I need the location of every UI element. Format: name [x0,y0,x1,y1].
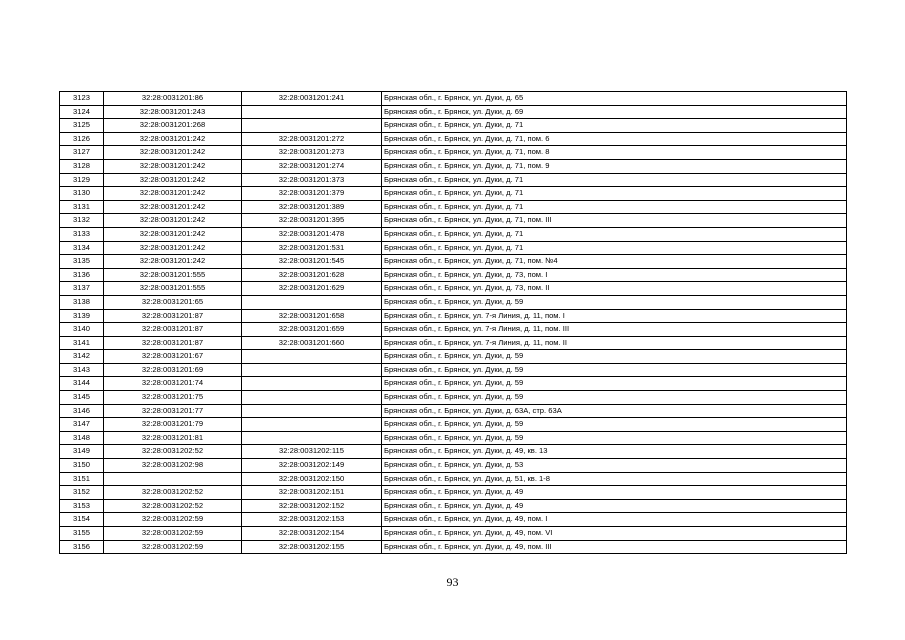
object-cadastral-number-cell [242,431,382,445]
page-number: 93 [446,575,459,589]
land-cadastral-number-cell: 32:28:0031201:268 [104,119,242,133]
table-row [60,499,847,513]
row-number-cell: 3145 [60,391,104,405]
table-row [60,187,847,201]
table-row [60,200,847,214]
object-cadastral-number-cell: 32:28:0031201:389 [242,200,382,214]
row-number-cell: 3134 [60,241,104,255]
land-cadastral-number-cell: 32:28:0031201:243 [104,105,242,119]
address-cell: Брянская обл., г. Брянск, ул. Дуки, д. 49 [382,486,847,500]
land-cadastral-number-cell: 32:28:0031201:242 [104,227,242,241]
land-cadastral-number-cell: 32:28:0031201:87 [104,336,242,350]
address-cell: Брянская обл., г. Брянск, ул. Дуки, д. 59 [382,391,847,405]
table-row [60,159,847,173]
table-row [60,282,847,296]
object-cadastral-number-cell [242,391,382,405]
row-number-cell: 3150 [60,459,104,473]
address-cell: Брянская обл., г. Брянск, ул. Дуки, д. 69 [382,105,847,119]
land-cadastral-number-cell: 32:28:0031201:242 [104,132,242,146]
object-cadastral-number-cell: 32:28:0031201:373 [242,173,382,187]
row-number-cell: 3135 [60,255,104,269]
address-cell: Брянская обл., г. Брянск, ул. Дуки, д. 73, пом. II [382,282,847,296]
address-cell: Брянская обл., г. Брянск, ул. Дуки, д. 49, пом. I [382,513,847,527]
object-cadastral-number-cell: 32:28:0031202:149 [242,459,382,473]
row-number-cell: 3148 [60,431,104,445]
address-cell: Брянская обл., г. Брянск, ул. 7-я Линия, д. 11, пом. III [382,323,847,337]
address-cell: Брянская обл., г. Брянск, ул. Дуки, д. 59 [382,350,847,364]
table-row [60,295,847,309]
address-cell: Брянская обл., г. Брянск, ул. Дуки, д. 51, кв. 1-8 [382,472,847,486]
registry-table-body [60,92,847,554]
row-number-cell: 3139 [60,309,104,323]
land-cadastral-number-cell: 32:28:0031201:69 [104,363,242,377]
row-number-cell: 3130 [60,187,104,201]
row-number-cell: 3123 [60,92,104,106]
address-cell: Брянская обл., г. Брянск, ул. Дуки, д. 71 [382,241,847,255]
object-cadastral-number-cell [242,363,382,377]
row-number-cell: 3137 [60,282,104,296]
row-number-cell: 3155 [60,527,104,541]
row-number-cell: 3132 [60,214,104,228]
land-cadastral-number-cell: 32:28:0031201:77 [104,404,242,418]
row-number-cell: 3147 [60,418,104,432]
object-cadastral-number-cell [242,404,382,418]
table-row [60,241,847,255]
address-cell: Брянская обл., г. Брянск, ул. Дуки, д. 49, кв. 13 [382,445,847,459]
row-number-cell: 3129 [60,173,104,187]
address-cell: Брянская обл., г. Брянск, ул. Дуки, д. 53 [382,459,847,473]
address-cell: Брянская обл., г. Брянск, ул. Дуки, д. 63А, стр. 63А [382,404,847,418]
object-cadastral-number-cell: 32:28:0031202:151 [242,486,382,500]
table-row [60,255,847,269]
row-number-cell: 3133 [60,227,104,241]
row-number-cell: 3125 [60,119,104,133]
table-row [60,486,847,500]
land-cadastral-number-cell: 32:28:0031202:59 [104,527,242,541]
object-cadastral-number-cell [242,105,382,119]
address-cell: Брянская обл., г. Брянск, ул. Дуки, д. 49, пом. VI [382,527,847,541]
table-row [60,391,847,405]
table-row [60,459,847,473]
land-cadastral-number-cell: 32:28:0031201:67 [104,350,242,364]
address-cell: Брянская обл., г. Брянск, ул. Дуки, д. 71, пом. 9 [382,159,847,173]
land-cadastral-number-cell: 32:28:0031202:52 [104,445,242,459]
object-cadastral-number-cell: 32:28:0031202:115 [242,445,382,459]
object-cadastral-number-cell: 32:28:0031201:241 [242,92,382,106]
object-cadastral-number-cell: 32:28:0031201:478 [242,227,382,241]
address-cell: Брянская обл., г. Брянск, ул. Дуки, д. 59 [382,418,847,432]
object-cadastral-number-cell: 32:28:0031202:155 [242,540,382,554]
address-cell: Брянская обл., г. Брянск, ул. Дуки, д. 71, пом. 8 [382,146,847,160]
land-cadastral-number-cell: 32:28:0031201:81 [104,431,242,445]
land-cadastral-number-cell: 32:28:0031201:75 [104,391,242,405]
land-cadastral-number-cell: 32:28:0031201:242 [104,187,242,201]
row-number-cell: 3127 [60,146,104,160]
row-number-cell: 3138 [60,295,104,309]
object-cadastral-number-cell: 32:28:0031201:658 [242,309,382,323]
row-number-cell: 3141 [60,336,104,350]
table-row [60,445,847,459]
land-cadastral-number-cell: 32:28:0031201:242 [104,241,242,255]
address-cell: Брянская обл., г. Брянск, ул. Дуки, д. 65 [382,92,847,106]
table-row [60,132,847,146]
object-cadastral-number-cell: 32:28:0031201:629 [242,282,382,296]
table-row [60,363,847,377]
land-cadastral-number-cell: 32:28:0031201:79 [104,418,242,432]
address-cell: Брянская обл., г. Брянск, ул. Дуки, д. 71 [382,119,847,133]
land-cadastral-number-cell: 32:28:0031201:555 [104,282,242,296]
object-cadastral-number-cell: 32:28:0031201:628 [242,268,382,282]
table-row [60,377,847,391]
land-cadastral-number-cell: 32:28:0031201:242 [104,159,242,173]
address-cell: Брянская обл., г. Брянск, ул. Дуки, д. 71 [382,227,847,241]
table-row [60,350,847,364]
row-number-cell: 3131 [60,200,104,214]
row-number-cell: 3146 [60,404,104,418]
object-cadastral-number-cell [242,418,382,432]
table-row [60,214,847,228]
table-row [60,146,847,160]
address-cell: Брянская обл., г. Брянск, ул. Дуки, д. 49 [382,499,847,513]
table-row [60,92,847,106]
object-cadastral-number-cell [242,119,382,133]
address-cell: Брянская обл., г. Брянск, ул. Дуки, д. 73, пом. I [382,268,847,282]
land-cadastral-number-cell: 32:28:0031202:59 [104,540,242,554]
row-number-cell: 3126 [60,132,104,146]
address-cell: Брянская обл., г. Брянск, ул. Дуки, д. 49, пом. III [382,540,847,554]
address-cell: Брянская обл., г. Брянск, ул. Дуки, д. 71 [382,200,847,214]
object-cadastral-number-cell: 32:28:0031201:531 [242,241,382,255]
land-cadastral-number-cell: 32:28:0031201:65 [104,295,242,309]
land-cadastral-number-cell: 32:28:0031201:242 [104,255,242,269]
row-number-cell: 3156 [60,540,104,554]
row-number-cell: 3153 [60,499,104,513]
row-number-cell: 3128 [60,159,104,173]
row-number-cell: 3136 [60,268,104,282]
table-row [60,404,847,418]
address-cell: Брянская обл., г. Брянск, ул. Дуки, д. 59 [382,363,847,377]
land-cadastral-number-cell: 32:28:0031201:74 [104,377,242,391]
row-number-cell: 3144 [60,377,104,391]
object-cadastral-number-cell: 32:28:0031202:153 [242,513,382,527]
land-cadastral-number-cell [104,472,242,486]
row-number-cell: 3151 [60,472,104,486]
land-cadastral-number-cell: 32:28:0031201:242 [104,146,242,160]
table-row [60,431,847,445]
land-cadastral-number-cell: 32:28:0031202:59 [104,513,242,527]
row-number-cell: 3140 [60,323,104,337]
address-cell: Брянская обл., г. Брянск, ул. 7-я Линия, д. 11, пом. II [382,336,847,350]
land-cadastral-number-cell: 32:28:0031202:98 [104,459,242,473]
object-cadastral-number-cell: 32:28:0031201:660 [242,336,382,350]
row-number-cell: 3143 [60,363,104,377]
table-row [60,309,847,323]
object-cadastral-number-cell: 32:28:0031201:272 [242,132,382,146]
table-row [60,268,847,282]
table-row [60,336,847,350]
table-row [60,418,847,432]
table-row [60,173,847,187]
land-cadastral-number-cell: 32:28:0031201:87 [104,309,242,323]
table-row [60,527,847,541]
object-cadastral-number-cell: 32:28:0031201:274 [242,159,382,173]
land-cadastral-number-cell: 32:28:0031201:242 [104,200,242,214]
table-row [60,323,847,337]
address-cell: Брянская обл., г. Брянск, ул. Дуки, д. 59 [382,295,847,309]
object-cadastral-number-cell: 32:28:0031202:152 [242,499,382,513]
object-cadastral-number-cell: 32:28:0031201:273 [242,146,382,160]
table-row [60,105,847,119]
address-cell: Брянская обл., г. Брянск, ул. Дуки, д. 71 [382,173,847,187]
land-cadastral-number-cell: 32:28:0031201:87 [104,323,242,337]
land-cadastral-number-cell: 32:28:0031202:52 [104,499,242,513]
land-cadastral-number-cell: 32:28:0031201:242 [104,214,242,228]
object-cadastral-number-cell: 32:28:0031201:545 [242,255,382,269]
object-cadastral-number-cell: 32:28:0031202:150 [242,472,382,486]
land-cadastral-number-cell: 32:28:0031201:555 [104,268,242,282]
land-cadastral-number-cell: 32:28:0031202:52 [104,486,242,500]
address-cell: Брянская обл., г. Брянск, ул. Дуки, д. 71, пом. №4 [382,255,847,269]
address-cell: Брянская обл., г. Брянск, ул. Дуки, д. 71 [382,187,847,201]
table-row [60,513,847,527]
land-cadastral-number-cell: 32:28:0031201:242 [104,173,242,187]
table-row [60,472,847,486]
row-number-cell: 3149 [60,445,104,459]
table-row [60,540,847,554]
address-cell: Брянская обл., г. Брянск, ул. 7-я Линия, д. 11, пом. I [382,309,847,323]
object-cadastral-number-cell: 32:28:0031201:659 [242,323,382,337]
object-cadastral-number-cell [242,295,382,309]
cadastral-registry-table [59,91,847,554]
object-cadastral-number-cell [242,377,382,391]
row-number-cell: 3142 [60,350,104,364]
table-row [60,119,847,133]
object-cadastral-number-cell: 32:28:0031202:154 [242,527,382,541]
row-number-cell: 3152 [60,486,104,500]
address-cell: Брянская обл., г. Брянск, ул. Дуки, д. 59 [382,431,847,445]
address-cell: Брянская обл., г. Брянск, ул. Дуки, д. 71, пом. 6 [382,132,847,146]
row-number-cell: 3124 [60,105,104,119]
object-cadastral-number-cell [242,350,382,364]
object-cadastral-number-cell: 32:28:0031201:395 [242,214,382,228]
address-cell: Брянская обл., г. Брянск, ул. Дуки, д. 71, пом. III [382,214,847,228]
land-cadastral-number-cell: 32:28:0031201:86 [104,92,242,106]
object-cadastral-number-cell: 32:28:0031201:379 [242,187,382,201]
row-number-cell: 3154 [60,513,104,527]
address-cell: Брянская обл., г. Брянск, ул. Дуки, д. 59 [382,377,847,391]
table-row [60,227,847,241]
